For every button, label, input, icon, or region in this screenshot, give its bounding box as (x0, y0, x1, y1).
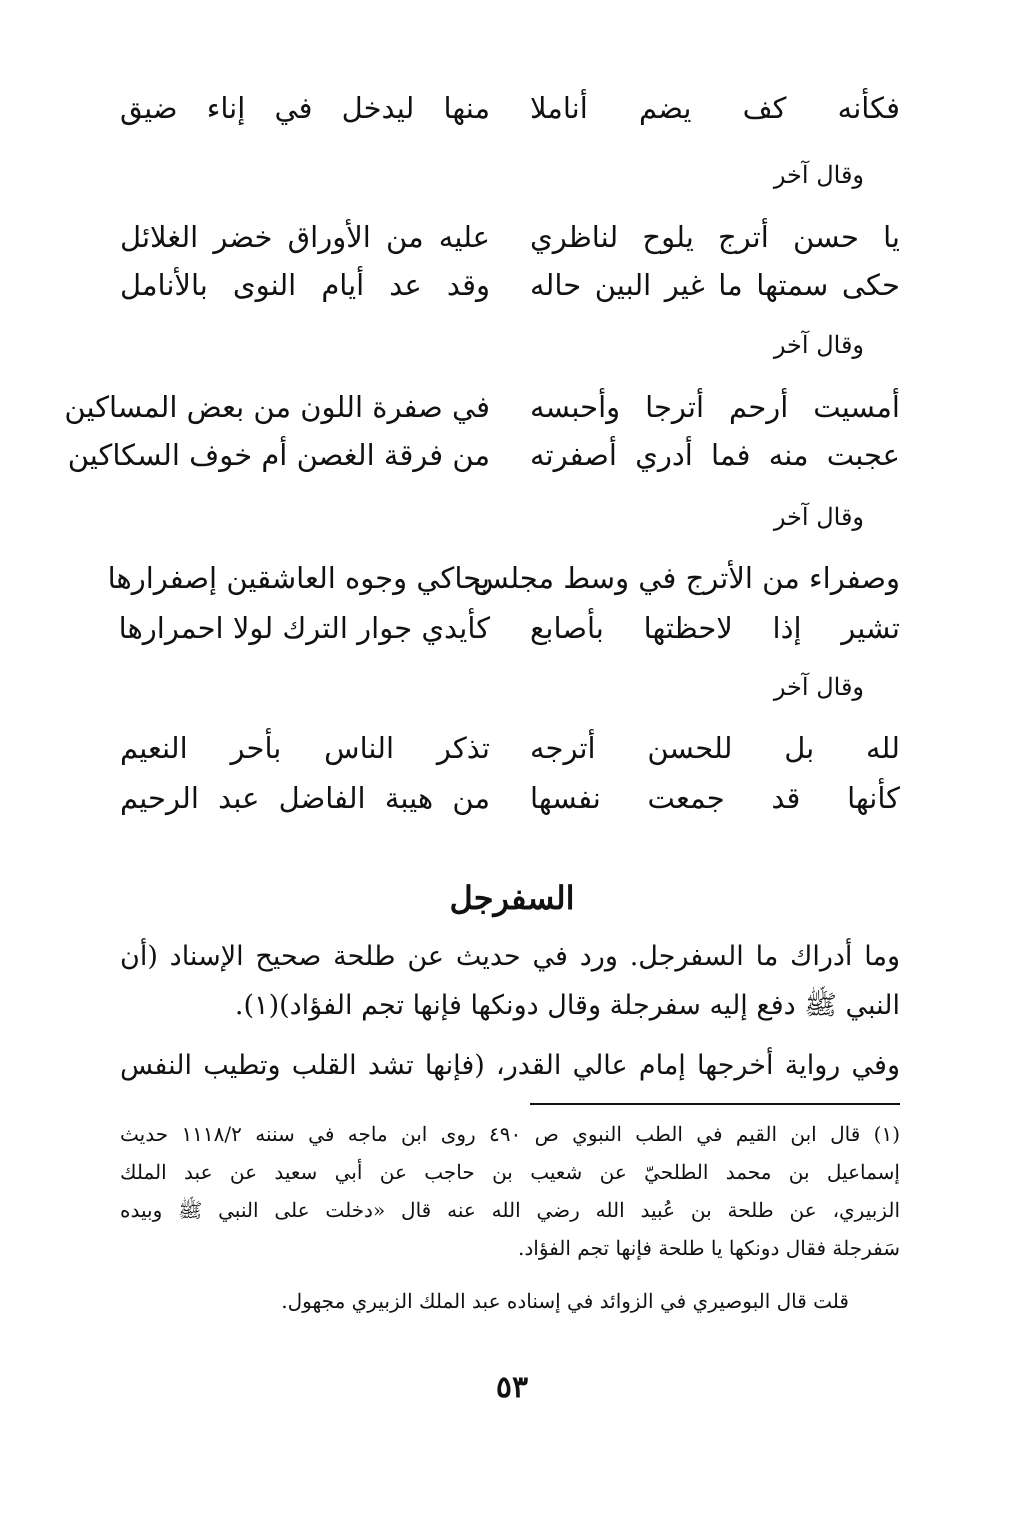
footnote-line: الزبيري، عن طلحة بن عُبيد الله رضي الله عنه قال «دخلت على النبي ﷺ وبيده (120, 1198, 900, 1222)
footnote-line: سَفرجلة فقال دونكها يا طلحة فإنها تجم الفؤاد. (518, 1236, 900, 1260)
verse (120, 260, 900, 310)
verse (67, 430, 900, 480)
verse-second-hemistich: تذكر الناس بأحر النعيم (120, 731, 490, 765)
verse (64, 382, 900, 432)
paragraph-line: وفي رواية أخرجها إمام عالي القدر، (فإنها تشد القلب وتطيب النفس (120, 1050, 900, 1081)
verse-first-hemistich: كأنها قد جمعت نفسها (530, 781, 900, 815)
footnote-line: إسماعيل بن محمد الطلحيّ عن شعيب بن حاجب عن أبي سعيد عن عبد الملك (120, 1160, 900, 1184)
paragraph-line: وما أدراك ما السفرجل. ورد في حديث عن طلحة صحيح الإسناد (أن (120, 941, 900, 972)
verse (120, 603, 900, 653)
page-number: ٥٣ (495, 1370, 529, 1405)
verse-second-hemistich: من فرقة الغصن أم خوف السكاكين (67, 438, 490, 472)
footnote-separator (530, 1103, 900, 1105)
verse (120, 723, 900, 773)
verse-first-hemistich: عجبت منه فما أدري أصفرته (530, 438, 900, 472)
section-title: السفرجل (449, 879, 575, 917)
verse-second-hemistich: كأيدي جوار الترك لولا احمرارها (118, 611, 490, 645)
paragraph-line: النبي ﷺ دفع إليه سفرجلة وقال دونكها فإنها تجم الفؤاد)(١). (234, 990, 900, 1021)
verse-second-hemistich: عليه من الأوراق خضر الغلائل (120, 220, 490, 254)
verse-second-hemistich: منها ليدخل في إناء ضيق (120, 91, 490, 125)
verse-first-hemistich: فكأنه كف يضم أناملا (530, 91, 900, 125)
poem-intro: وقال آخر (773, 161, 864, 189)
poem-intro: وقال آخر (773, 673, 864, 701)
verse (107, 553, 900, 603)
verse-second-hemistich: من هيبة الفاضل عبد الرحيم (120, 781, 490, 815)
verse-second-hemistich: وقد عد أيام النوى بالأنامل (120, 268, 490, 302)
verse-first-hemistich: أمسيت أرحم أترجا وأحبسه (530, 390, 900, 424)
footnote-remark: قلت قال البوصيري في الزوائد في إسناده عبد الملك الزبيري مجهول. (281, 1289, 849, 1313)
verse (120, 212, 900, 262)
poem-intro: وقال آخر (773, 503, 864, 531)
verse (120, 83, 900, 133)
verse-second-hemistich: يحاكي وجوه العاشقين إصفرارها (107, 561, 490, 595)
verse-first-hemistich: تشير إذا لاحظتها بأصابع (530, 611, 900, 645)
verse (120, 773, 900, 823)
verse-first-hemistich: حكى سمتها ما غير البين حاله (530, 268, 900, 302)
footnote-line: (١) قال ابن القيم في الطب النبوي ص ٤٩٠ روى ابن ماجه في سننه ١١١٨/٢ حديث (120, 1122, 900, 1146)
verse-second-hemistich: في صفرة اللون من بعض المساكين (64, 390, 490, 424)
verse-first-hemistich: وصفراء من الأترج في وسط مجلس (473, 561, 900, 595)
verse-first-hemistich: لله بل للحسن أترجه (530, 731, 900, 765)
poem-intro: وقال آخر (773, 331, 864, 359)
verse-first-hemistich: يا حسن أترج يلوح لناظري (530, 220, 900, 254)
